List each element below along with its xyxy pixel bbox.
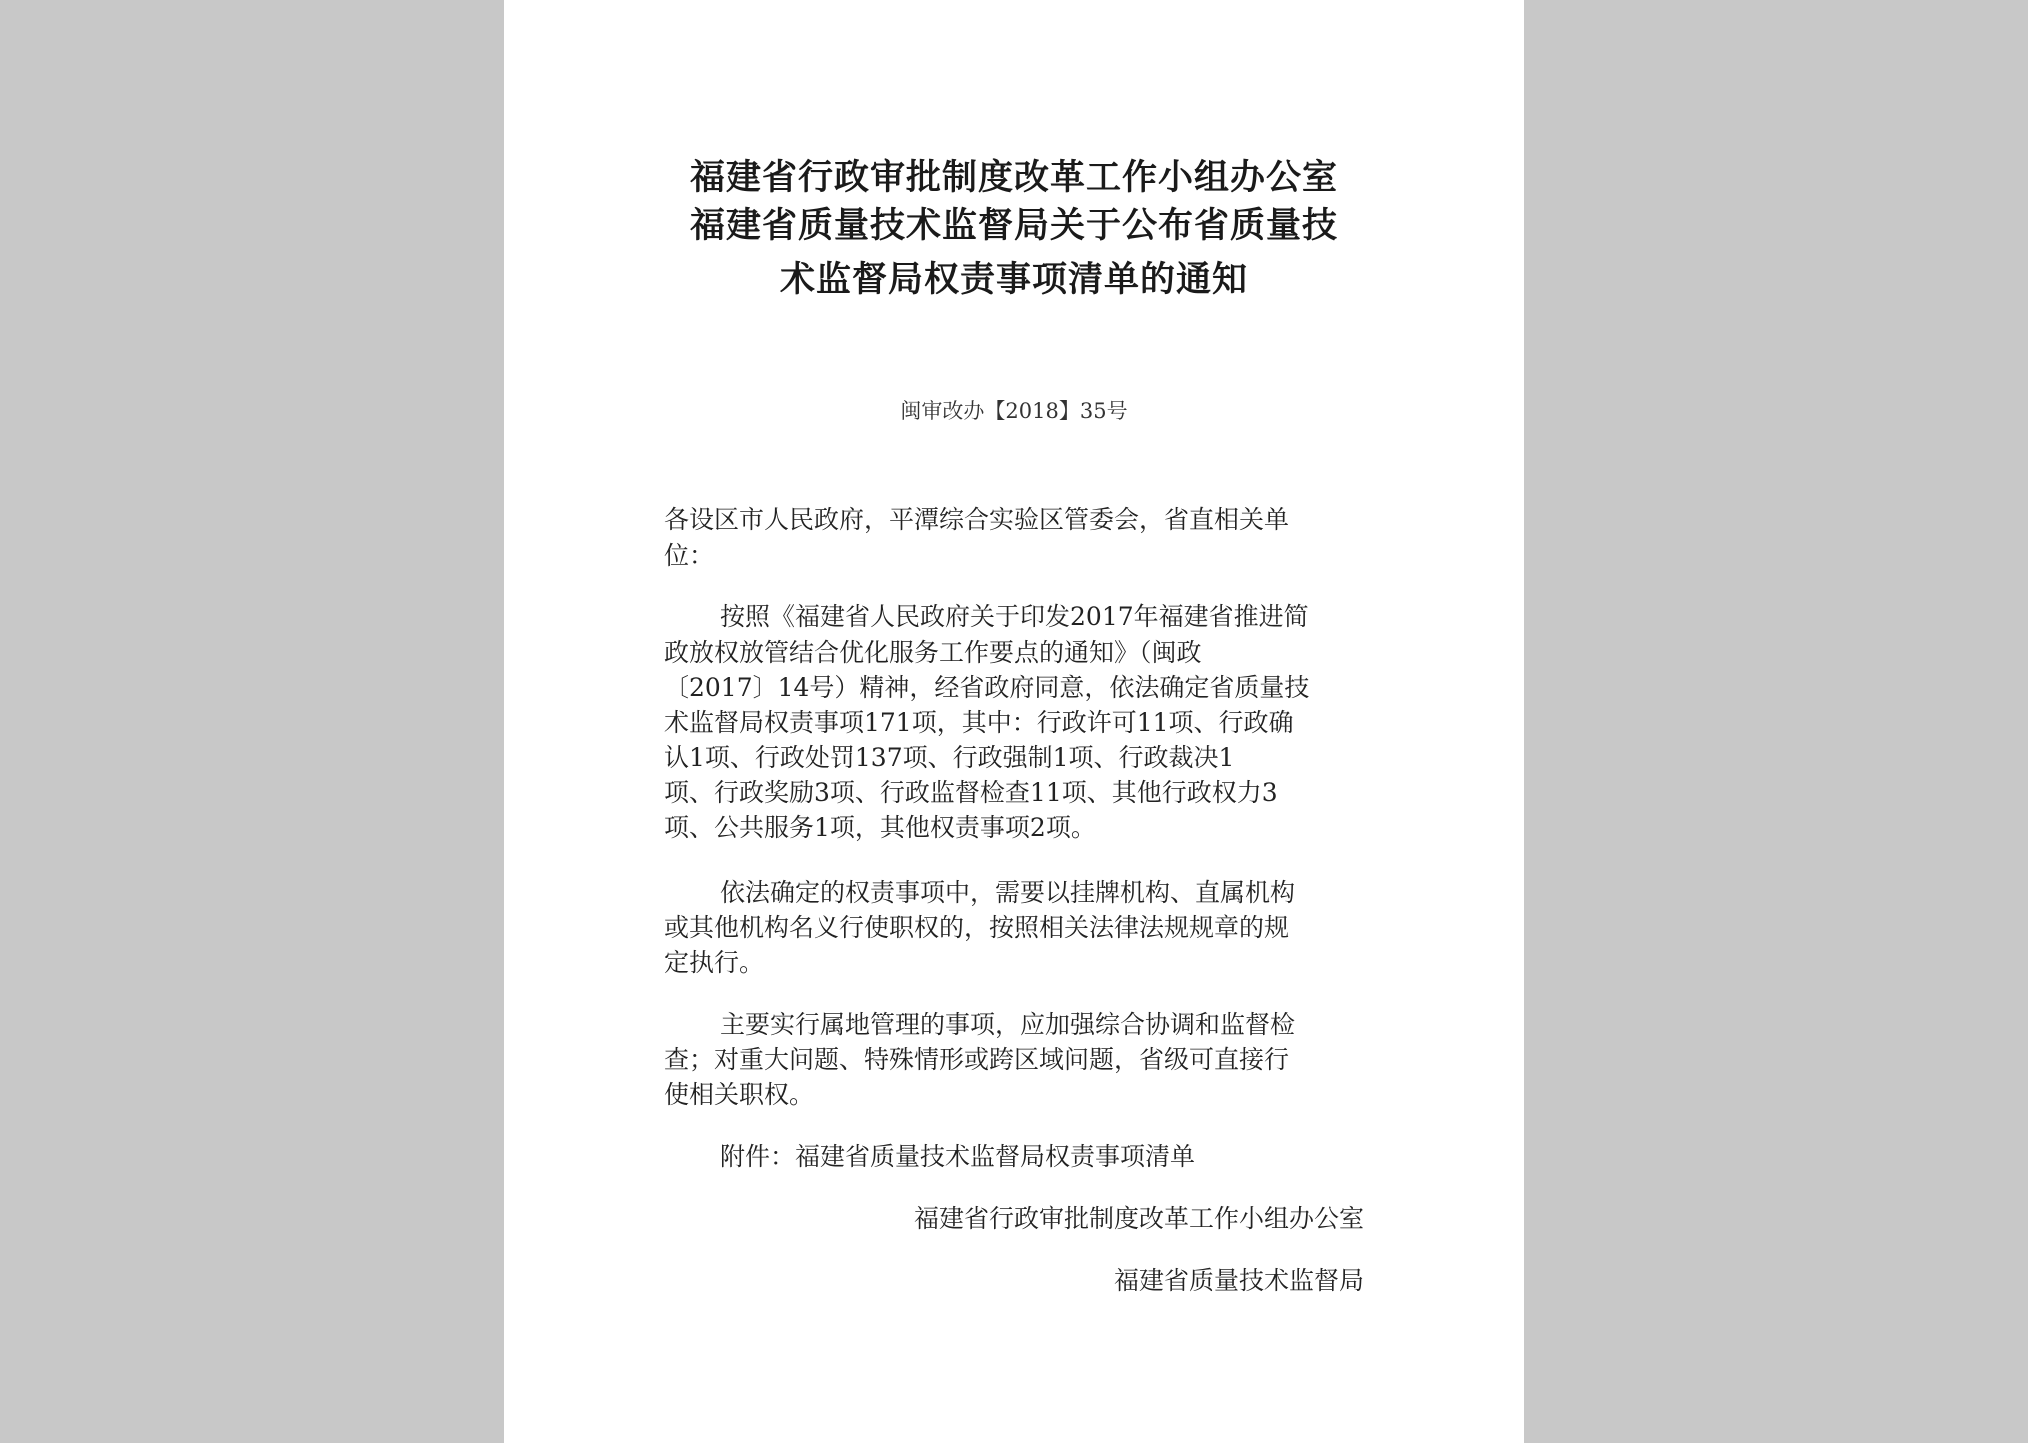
- signature-bureau: 福建省质量技术监督局: [1113, 1266, 1364, 1295]
- addressee-line-2: 位：: [664, 541, 715, 570]
- paragraph3-line-3: 使相关职权。: [664, 1080, 815, 1109]
- addressee-line-1: 各设区市人民政府，平潭综合实验区管委会，省直相关单: [664, 505, 1290, 534]
- title-line-2: 福建省质量技术监督局关于公布省质量技: [689, 206, 1338, 246]
- paragraph1-line-3: 〔2017〕14号）精神，经省政府同意，依法确定省质量技: [664, 673, 1310, 702]
- paragraph2-line-1: 依法确定的权责事项中，需要以挂牌机构、直属机构: [720, 878, 1296, 907]
- document-page: [504, 0, 1524, 1443]
- paragraph1-line-1: 按照《福建省人民政府关于印发2017年福建省推进简: [720, 602, 1309, 631]
- paragraph2-line-3: 定执行。: [664, 948, 765, 977]
- signature-office: 福建省行政审批制度改革工作小组办公室: [913, 1204, 1364, 1233]
- paragraph3-line-1: 主要实行属地管理的事项，应加强综合协调和监督检: [720, 1010, 1296, 1039]
- paragraph2-line-2: 或其他机构名义行使职权的，按照相关法律法规规章的规: [664, 913, 1290, 942]
- title-line-1: 福建省行政审批制度改革工作小组办公室: [689, 158, 1338, 198]
- attachment-line: 附件：福建省质量技术监督局权责事项清单: [720, 1142, 1196, 1171]
- paragraph1-line-5: 认1项、行政处罚137项、行政强制1项、行政裁决1: [664, 743, 1235, 772]
- document-number: 闽审改办【2018】35号: [900, 399, 1128, 423]
- paragraph1-line-4: 术监督局权责事项171项，其中：行政许可11项、行政确: [664, 708, 1294, 737]
- paragraph1-line-6: 项、行政奖励3项、行政监督检查11项、其他行政权力3: [664, 778, 1278, 807]
- paragraph1-line-2: 政放权放管结合优化服务工作要点的通知》（闽政: [664, 638, 1202, 667]
- paragraph3-line-2: 查；对重大问题、特殊情形或跨区域问题，省级可直接行: [664, 1045, 1290, 1074]
- paragraph1-line-7: 项、公共服务1项，其他权责事项2项。: [664, 813, 1096, 842]
- title-line-3: 术监督局权责事项清单的通知: [779, 260, 1248, 300]
